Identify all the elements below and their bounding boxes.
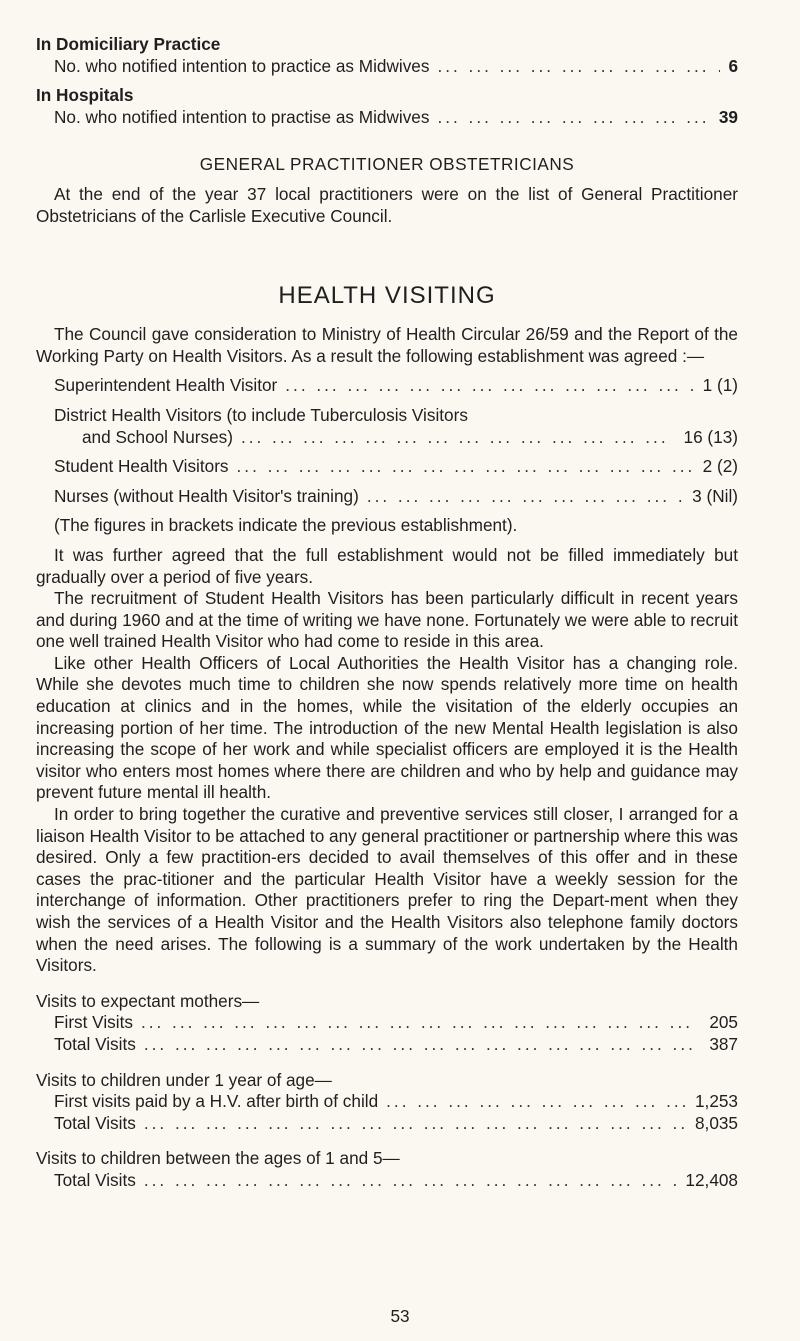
visits-value: 205 (709, 1012, 738, 1033)
gpo-text: At the end of the year 37 local practitioners were on the list of General Practitioner Obstetricians of the Carlisle Executive Council. (36, 183, 738, 226)
visits-row (36, 1170, 738, 1192)
visits-row (36, 1091, 738, 1113)
domiciliary-label: No. who notified intention to practice as Midwives (54, 55, 430, 76)
page-number: 53 (390, 1306, 410, 1326)
expectant-heading: Visits to expectant mothers— (36, 990, 260, 1011)
hospitals-label: No. who notified intention to practise as Midwives (54, 106, 430, 127)
visits-value: 8,035 (694, 1112, 738, 1133)
establishment-value: 1 (1) (702, 375, 738, 396)
health-visiting-paragraph: It was further agreed that the full establishment would not be filled immediately but gradually over a period of five years. (36, 544, 738, 587)
visits-row (36, 1012, 738, 1034)
domiciliary-heading: In Domiciliary Practice (36, 34, 221, 54)
leader-dots (386, 1091, 687, 1113)
health-visiting-paragraph: Like other Health Officers of Local Authorities the Health Visitor has a changing role. While she devotes much time to children she now spends relatively more time on health education at clinics and in the homes, while the visitation of the elderly occupies an increasing portion of her time. The introduction of the new Mental Health legislation is also increasing the scope of her work and while specialist officers are employed it is the Health visitor who enters most homes where there are children and who by help and guidance may prevent future mental ill health. (36, 652, 738, 803)
health-visiting-title: HEALTH VISITING (278, 282, 496, 310)
visits-row (36, 1034, 738, 1056)
visits-value: 387 (709, 1033, 738, 1054)
leader-dots (437, 56, 720, 78)
establishment-value: 3 (Nil) (692, 485, 738, 506)
domiciliary-row (36, 56, 738, 78)
document-page (36, 34, 738, 1192)
leader-dots (285, 375, 694, 397)
age1to5-heading: Visits to children between the ages of 1 and 5— (36, 1148, 400, 1169)
under1-heading: Visits to children under 1 year of age— (36, 1069, 332, 1090)
leader-dots (437, 107, 710, 129)
leader-dots (144, 1034, 701, 1056)
gpo-title: GENERAL PRACTITIONER OBSTETRICIANS (199, 154, 575, 175)
hospitals-row (36, 107, 738, 129)
establishment-note: (The figures in brackets indicate the previous establishment). (54, 515, 518, 536)
establishment-row (36, 375, 738, 397)
leader-dots (144, 1170, 678, 1192)
visits-value: 1,253 (694, 1091, 738, 1112)
domiciliary-value: 6 (728, 55, 738, 76)
visits-label: First visits paid by a H.V. after birth of child (54, 1091, 379, 1112)
establishment-label: Student Health Visitors (54, 456, 229, 477)
visits-label: Total Visits (54, 1169, 136, 1190)
establishment-value: 2 (2) (702, 456, 738, 477)
leader-dots (367, 486, 684, 508)
health-visiting-intro: The Council gave consideration to Ministry of Health Circular 26/59 and the Report of the Working Party on Health Visitors. As a result the following establishment was agreed :— (36, 324, 738, 366)
leader-dots (144, 1113, 687, 1135)
health-visiting-paragraph: In order to bring together the curative and preventive services still closer, I arranged for a liaison Health Visitor to be attached to any general practitioner or partnership where this was desired. Only a few practition-ers decided to avail themselves of this offer and in these cases the prac-titioner and the particular Health Visitor have a weekly session for the interchange of information. Other practitioners prefer to ring the Depart-ment when they wish the services of a Health Visitor and the Health Visitors also telephone family doctors when the need arises. The following is a summary of the work undertaken by the Health Visitors. (36, 804, 738, 976)
establishment-label: Nurses (without Health Visitor's training) (54, 485, 359, 506)
leader-dots (241, 427, 676, 449)
establishment-row (36, 456, 738, 478)
leader-dots (237, 456, 695, 478)
visits-row (36, 1113, 738, 1135)
establishment-label: and School Nurses) (82, 426, 233, 447)
visits-label: Total Visits (54, 1112, 136, 1133)
visits-label: Total Visits (54, 1033, 136, 1054)
hospitals-heading: In Hospitals (36, 85, 134, 106)
establishment-label: Superintendent Health Visitor (54, 375, 278, 396)
leader-dots (141, 1012, 701, 1034)
hospitals-value: 39 (718, 106, 738, 127)
establishment-value: 16 (13) (683, 426, 738, 447)
establishment-row (36, 486, 738, 508)
health-visiting-paragraph: The recruitment of Student Health Visitors has been particularly difficult in recent years and during 1960 and at the time of writing we have none. Fortunately we were able to recruit one well trained Health Visitor who had come to reside in this area. (36, 588, 738, 652)
visits-value: 12,408 (685, 1169, 738, 1190)
establishment-row (36, 427, 738, 449)
establishment-label-line1: District Health Visitors (to include Tuberculosis Visitors (54, 404, 468, 425)
visits-label: First Visits (54, 1012, 133, 1033)
